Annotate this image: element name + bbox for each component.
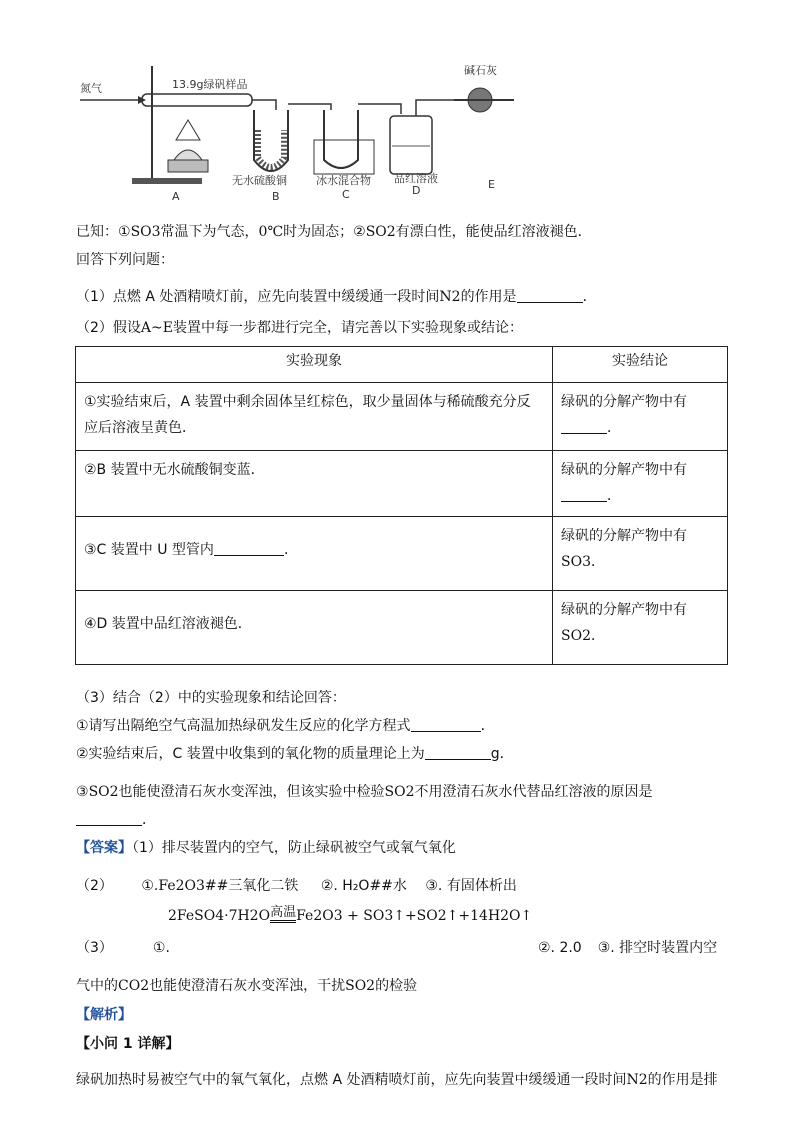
experiment-table [75, 346, 728, 665]
label-a: A [172, 190, 180, 202]
d-desc: 品红溶液 [394, 172, 438, 185]
analysis-tag: 【解析】 [76, 1007, 132, 1023]
answer-3-cont: 气中的CO2也能使澄清石灰水变浑浊，干扰SO2的检验 [76, 978, 418, 994]
label-d: D [412, 184, 421, 197]
answer-prompt: 回答下列问题： [76, 252, 174, 268]
equation: 2FeSO4·7H2O高温Fe2O3 + SO3↑+SO2↑+14H2O↑ [168, 905, 533, 924]
label-e: E [488, 178, 495, 191]
apparatus-diagram [76, 60, 516, 202]
header-conclusion: 实验结论 [553, 347, 728, 383]
q3-a: ①请写出隔绝空气高温加热绿矾发生反应的化学方程式 ． [76, 718, 495, 734]
c-desc: 冰水混合物 [316, 174, 371, 187]
q3a-blank[interactable] [411, 717, 481, 732]
blank-row2[interactable] [561, 487, 607, 502]
answer-2: （2） ①.Fe2O3##三氧化二铁 ②. H₂O##水 ③. 有固体析出 [76, 878, 517, 894]
answer-3-right: ②. 2.0 ③. 排空时装置内空 [538, 940, 718, 956]
answer-1: 【答案】（1）排尽装置内的空气，防止绿矾被空气或氧气氧化 [76, 840, 456, 856]
q3-c-blank-line: ． [76, 810, 156, 830]
table-row: ③C 装置中 U 型管内 ． 绿矾的分解产物中有 SO3． [76, 517, 728, 591]
known-line: 已知：①SO3常温下为气态，0℃时为固态；②SO2有漂白性，能使品红溶液褪色． [76, 224, 592, 240]
q3b-blank[interactable] [425, 745, 491, 760]
question-1: （1）点燃 A 处酒精喷灯前，应先向装置中缓缓通一段时间N2的作用是 ． [76, 289, 597, 305]
label-c: C [342, 188, 350, 201]
table-row: ①实验结束后，A 装置中剩余固体呈红棕色，取少量固体与稀硫酸充分反应后溶液呈黄色． 绿矾的分解产物中有 ． [76, 383, 728, 451]
table-row: ②B 装置中无水硫酸铜变蓝． 绿矾的分解产物中有 ． [76, 451, 728, 517]
soda-lime-label: 碱石灰 [464, 64, 497, 77]
q3-intro: （3）结合（2）中的实验现象和结论回答： [76, 690, 346, 706]
q3-b: ②实验结束后，C 装置中收集到的氧化物的质量理论上为 g． [76, 746, 514, 762]
b-desc: 无水硫酸铜 [232, 174, 287, 187]
analysis-text: 绿矾加热时易被空气中的氧气氧化，点燃 A 处酒精喷灯前，应先向装置中缓缓通一段时间N2的作用是排 [76, 1072, 718, 1088]
sample-label: 13.9g绿矾样品 [172, 78, 248, 91]
nitrogen-label: 氮气 [80, 82, 102, 95]
q1-blank[interactable] [517, 288, 583, 303]
header-phenomenon: 实验现象 [76, 347, 553, 383]
so2-formula: SO2 [365, 224, 396, 240]
so3-formula: SO3 [130, 224, 161, 240]
analysis-sub: 【小问 1 详解】 [76, 1036, 180, 1052]
answer-3: （3） ①. [76, 940, 170, 956]
blank-row3[interactable] [214, 541, 284, 556]
q3-c: ③SO2也能使澄清石灰水变浑浊，但该实验中检验SO2不用澄清石灰水代替品红溶液的原因是 [76, 784, 653, 800]
q3c-blank[interactable] [76, 811, 142, 826]
blank-row1[interactable] [561, 419, 607, 434]
question-2: （2）假设A~E装置中每一步都进行完全，请完善以下实验现象或结论： [76, 320, 523, 336]
label-b: B [272, 190, 280, 202]
table-row: ④D 装置中品红溶液褪色． 绿矾的分解产物中有 SO2． [76, 591, 728, 665]
